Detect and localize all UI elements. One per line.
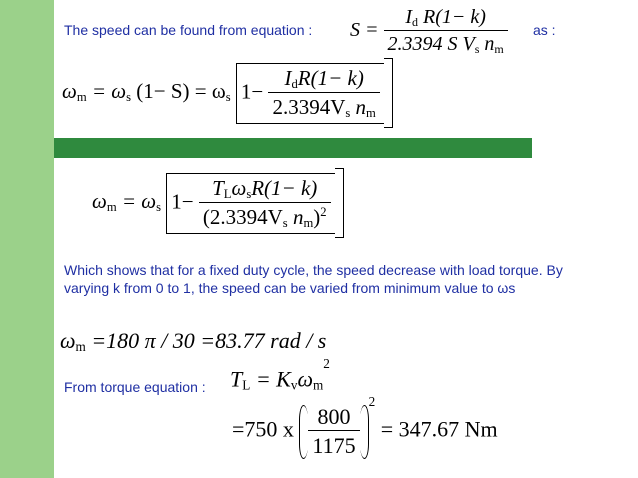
intro-text: The speed can be found from equation : [64, 22, 313, 38]
eq-omega2-fraction: $\frac{T_L\omega_sR(1- k)}{(2.3394V_s n_m)^2}$ [199, 176, 331, 231]
eq-omega1-fraction: $\frac{I_dR(1- k)}{2.3394V_s n_m}$ [268, 66, 379, 121]
equation-omega-torque: $\omega_m = \omega_s$ 1− $\frac{T_L\omega_sR(1- k)}{(2.3394V_s n_m)^2}$ [92, 168, 344, 238]
torque-label: From torque equation : [64, 379, 206, 395]
eq-omega1-bracket: 1− $\frac{I_dR(1- k)}{2.3394V_s n_m}$ [236, 63, 384, 124]
explanation-paragraph: Which shows that for a fixed duty cycle, the speed decrease with load torque. By varying k from 0 to 1, the speed can be varied from minimum value to ωs [64, 262, 563, 296]
equation-slip [350, 6, 508, 57]
eq-omega2-bracket: 1− $\frac{T_L\omega_sR(1- k)}{(2.3394V_s n_m)^2}$ [166, 173, 334, 234]
eq-s-fraction: $\frac{I_d R(1- k)}{2.3394 S V_s n_m}$ [384, 6, 508, 57]
equation-omega-value: $\omega_m =180$ π / 30 =83.77 rad / s [60, 328, 327, 354]
decorative-left-bar [0, 0, 54, 478]
equation-omega-slip: $\omega_m = \omega_s$ $(1- S) = \omega_s$ 1− $\frac{I_dR(1- k)}{2.3394V_s n_m}$ [62, 58, 393, 128]
equation-torque: $T_L = K_v\omega_m^2$ [230, 356, 330, 393]
decorative-divider-bar [54, 138, 532, 158]
intro-suffix: as : [533, 22, 556, 38]
equation-torque-value: =750 x $\frac{800}{1175}$ $^2$ = 347.67 Nm [232, 394, 498, 458]
eq-s-lhs: S = [350, 19, 379, 42]
eq-torque-fraction: $\frac{800}{1175}$ [308, 404, 359, 459]
